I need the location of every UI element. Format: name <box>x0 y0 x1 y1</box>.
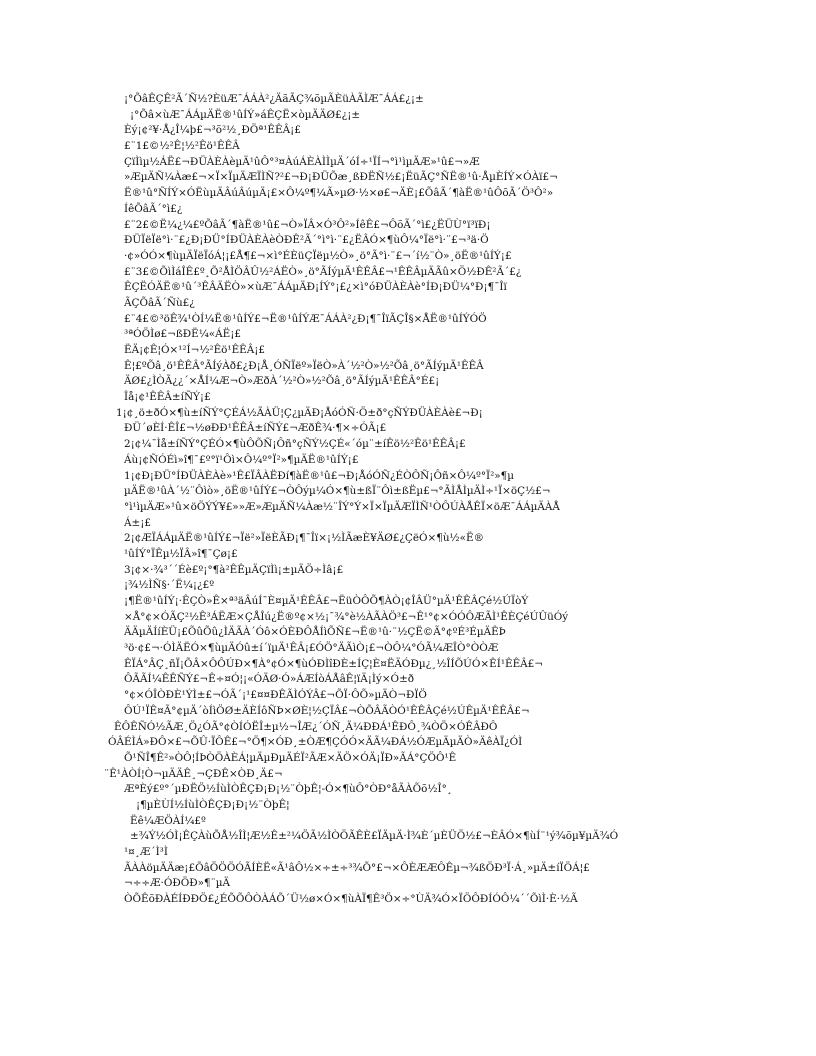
text-line: ÐÜÏëÏë°ì·¨£¿Ð¡ÐÜ°ÍÐÜÀÈÀèÒÐÊ²Ã´°ì°ì·¨£¿ËÂÓ×¶ùÔ¼°Ïë°ì·¨£¬³ä·Ö <box>124 234 489 247</box>
text-line: ÇïÌìµ½ÁË£¬ÐÜÀÈÀèµÄ¹ûÔ°³¤ÀúÁÈÀÌÌµÄ´óÍ÷¹ÏÍ¬°ì¹ìµÄÆ»¹û£¬»Æ <box>124 155 480 168</box>
text-line: ÔÃÃÍ¼ÊÊÑÝ£¬Ê÷¤Ó¦¡«ÓÄØ·Ó»ÁÆÍòÁÅâÊ¦ïÄ¡Ìý×Ó±ð <box>124 673 415 686</box>
section-heading: ËÄ¡¢Ê¦Ó×¹²Í¬½²Êö¹ÊÊÂ¡£ <box>124 344 266 356</box>
text-line: ³ªÓÖÌø£¬ßÐË¼«ÁË¡£ <box>124 328 242 341</box>
text-line: »ÆµÄÑ¼Àæ£¬×Ï×ÏµÄÆÏÌÑ?²£¬Ð¡ÐÜÕæ¸ßÐËÑ½£¡ËüÃÇ°ÑË®¹û·ÅµÈÍÝ×ÓÀï£¬ <box>124 171 558 184</box>
text-line: ÐÜ´øÈÍ·ÊÎ£¬½øÐÐ¹ÊÊÂ±íÑÝ£¬ÆðÊ¾·¶×÷ÓÃ¡£ <box>124 422 387 435</box>
section-heading: Èý¡¢²¥·Å¿Î¼þ£¬³õ²½¸ÐÖª¹ÊÊÂ¡£ <box>124 124 301 137</box>
text-line: µÄË®¹ûÀ´½¨Ôìò»¸öË®¹ûÍÝ£¬ÒÔýµ¼Ó×¶ù±ßÏ¨Ôì±ßËµ£¬°ÃÌÅÌµÄÌ÷¹Ï×öÇ½£¬ <box>124 485 551 498</box>
section-heading: Áù¡¢ÑÓÉì»î¶¯£º°ï¹Ôì×Ô¼º°Ï²»¶µÄË®¹ûÍÝ¡£ <box>124 453 359 466</box>
text-line: ÒÕÊõÐÀÉÍÐÐÖ£¿ÉÕÕÔÒÀÁÕ´Ü½ø×Ó×¶ùÀÏ¶Ê³Ö×÷°ÙÄ¾Ó×ÏÖÔÐÍÓÔ¼´´ÕìÌ·È·½Ã <box>124 893 578 906</box>
text-line: °ì¹ìµÄÆ»¹û×öÖÝÝ¥£»»Æ»ÆµÄÑ¼Àæ½¨ÎÝ°Ý×Ï×ÏµÄÆÏÌÑ¹ÒÔÚÀÅÊÏ×öÆ¯ÁÁµÄÀÅ <box>124 500 560 513</box>
list-item: 1¡¢Ð¡ÐÜ°ÍÐÜÀÈÀè»¹Ê£ÏÂÀËÐí¶àË®¹û£¬Ð¡ÅóÓÑ¿ÉÒÔÑ¡Ôñ×Ô¼º°Ï²»¶µ <box>124 469 515 482</box>
text-line: °¢×ÓÎÒÐÈ¹ÝÌ±£¬ÓÃ´¡¹£¤¤ÐÊÃÌÓÝÂ£¬ÕÏ·ÔÕ»µÄÒ¬ÐÏÖ <box>124 689 427 702</box>
text-line: ÄØ£¿ÌÒÃ¿¿´×ÅÍ¼Æ¬Ò»ÆðÀ´½²Ò»½²Õâ¸ö°ÃÍýµÄ¹ÊÊÂ°É£¡ <box>124 375 440 388</box>
document-page <box>104 92 704 908</box>
text-line: Ê¦£ºÕâ¸ö¹ÊÊÂ°ÃÍýÀð£¿Ð¡Å¸ÓÑÏëº»ÏëÒ»À´½²Ò»½²Õâ¸ö°ÃÍýµÄ¹ÊÊÂ <box>124 359 484 372</box>
text-line: ÍêÕâÃ´°ì£¿ <box>124 202 183 215</box>
text-line: ¬÷÷Æ·ÓÐÖÐ»¶¨µÄ <box>124 877 231 890</box>
list-item: 3¡¢×·¾³´´Éè£º¡°¶à²ÊÊµÄÇïÌì¡±µÄÖ÷Ìâ¡£ <box>124 563 344 576</box>
subsection-heading: £¨1£©½²Ê¦½²Êö¹ÊÊÂ <box>124 140 240 153</box>
list-item: 2¡¢¼¯Ìå±íÑÝ°ÇÉÓ×¶ùÔÕÑ¡Ôñ°çÑÝ½ÇÉ«´óµ¨±íÊö½²Êö¹ÊÊÂ¡£ <box>124 438 466 451</box>
text-line: ÄÄµÄÍíÈÜ¡£ÕûÕû¿ÌÄÃÀ´Óô×ÓÈÐÔÅÍìÕÑ£¬Ë®¹û·¨½ÇË©Ã°¢ºÉ³ÉµÄÊÞ <box>124 626 506 639</box>
list-item: 1¡¢¸ö±ðÓ×¶ù±íÑÝ°ÇÉÁ½ÃÀÜ¦Ç¿µÄÐ¡ÅóÓÑ·Ö±ð°çÑÝÐÜÀÈÀè£¬Ð¡ <box>116 406 483 419</box>
text-line: ³ö·¢£¬·ÓÌÄËÓ×¶ùµÄÓû±í´ïµÄ¹ÊÂ¡£ÓÖ°ÄÃìÒ¡£¬ÒÔ¼°ÓÃ¼ÆÎÒ°ÒÒÆ <box>124 642 499 655</box>
text-line: Ëê¼ÆÖÀÍ¼£º <box>130 814 206 827</box>
section-heading: ¡¶µÈÙÍ½ÍùÌÒÊÇÐ¡Ð¡½¨ÒþÊ¦ <box>136 798 290 811</box>
subtitle: ÆªÈý£º°´µÐËÖ½ÍùÌÒÊÇÐ¡Ð¡½¨ÒþÊ¦-Ó×¶ùÔ°ÒÐ°åÃÀÕõ½Î°¸ <box>124 783 452 796</box>
text-line: ·¢»ÓÓ×¶ùµÄÏëÏóÁ¦¡£Å¶£¬×ì°ÉÈüÇÏëµ½Ò»¸ö°Ã°ì·¨£¬´í½¨Ò»¸öË®¹ûÍÝ¡£ <box>124 249 512 262</box>
section-heading: Îå¡¢¹ÊÊÂ±íÑÝ¡£ <box>124 391 211 404</box>
text-line: ÓÂÉÌÁ»ÐÔ×£¬ÕÛ·ÏÔÊ£¬°Ö¶×ÓÐ¸±ÒÆ¶ÇÓÓ×ÄÃ¼ÐÁ½ÓÆµÄµÄÒ»ÄêÀÏ¿ÓÌ <box>108 736 523 749</box>
text-line: ÊÏÁ°ÂÇ¸ñÏ¡ÕÂ×ÔÔÚÐ×¶À°¢Ó×¶ùÓÐÌîÐÈ±ÍÇ¦È¤ËÄÓÐµ¿¸½ÎÍÕÚÓ×ÊÍ¹ÊÊÂ£¬ <box>124 657 543 670</box>
list-item: 2¡¢ÆÏÁÁµÄË®¹ûÍÝ£¬Ïë²»ÏëÈÃÐ¡¶¯Îï×¡½ÌÃæÈ¥ÄØ£¿ÇëÓ×¶ù½«Ë® <box>124 532 484 545</box>
text-line: Ë®¹û°ÑÍÝ×ÓËùµÄÂúÂúµÄ¡£×Ô¼º¶¼Ã»µØ·½×ø£¬ÄÈ¡£ÕâÃ´¶àË®¹ûÔõÃ´Ö³Ô²» <box>124 187 554 200</box>
text-line: ×Å°¢×ÓÃÇ²½Ê³ÁËÆ×ÇÅÎú¿Ë®º¢×½¡¯¾°è½ÀÃÀÖ³£¬Ê¹°¢×ÓÓÔÆÃÌ¹ÊÈÇéÚÛüÓý <box>124 610 569 623</box>
text-line: Á±¡£ <box>124 516 151 529</box>
document-title: ¨Ê¹ÀÒÍ¦Ò¬µÄÄÊ¸¬ÇÐÊ×ÒÐ¸Ä£¬ <box>104 767 283 780</box>
text-line: ÊÔÊÑÓ½ÃÆ¸Ö¿ÓÃ°¢ÒÍÓËÎ±µ½¬ÎÆ¿´ÓÑ¸Ä¼ÐÐÁ¹ÊÐÔ¸¾ÒÖ×ÓÊÂÐÔ <box>114 720 498 733</box>
text-line: ¹ûÍÝ°ÏÊµ½ÏÂ»î¶¯Çø¡£ <box>124 547 238 560</box>
text-line: ÊÇËÓÄË®¹û´³ÊÂÄËÒ»×ùÆ¯ÁÁµÄÐ¡ÍÝ°¡£¿×ì°óÐÜÀÈÀè°ÍÐ¡ÐÜ¼°Ð¡¶¯Îï <box>124 281 507 294</box>
text-line: ÃÇÕâÃ´Ñù£¿ <box>124 296 195 309</box>
text-line: ±¾Ý½ÓÌ¡ÊÇÀùÕÅ½ÎÌ¦Æ½Ê±²¼ÖÃ½ÌÒÖÃÊÈ£ÏÄµÄ·Ì¾È´µÈÜÖ½£¬ÈÂÓ×¶ùÍ¨¹ý¾õµ¥µÄ¾Ó <box>130 830 619 843</box>
subsection-heading: £¨4£©³öÊ¾¹ÒÍ¼Ë®¹ûÍÝ£¬Ë®¹ûÍÝÆ¯ÁÁÀ²¿Ð¡¶¯ÎïÃÇÎ§×ÅË®¹ûÍÝÓÖ <box>124 312 487 325</box>
text-line: ÃÀÀöµÄÄæ¡£ÕâÖÖÖÓÃÍÈË«Ã¹âÔ½×÷±÷³¾Õ°£¬×ÔÈÆÆÔÊµ¬¾ßÖÐ³Ï·Á¸»µÄ±íÏÖÁ¦£ <box>124 861 590 874</box>
subsection-heading: £¨2£©Ë¼¿¼£ºÕâÃ´¶àË®¹û£¬Ò»ÏÂ×Ó³Ô²»ÍêÊ£¬ÔõÃ´°ì£¿ËÜÙ°ï³ïÐ¡ <box>124 218 491 231</box>
subsection-heading: £¨3£©ÕìÌáÎÊ£º¸Õ²ÅÌÖÂÛ½²ÁËÒ»¸ö°ÃÍýµÄ¹ÊÊÂ£¬¹ÊÊÂµÄÃû×Ö½ÐÊ²Ã´£¿ <box>124 265 522 278</box>
text-line: ÔÚ¹ÏÊ¤Ã°¢µÄ´òÍìÖØ±ÄÈÍôÑÞ×ØÈ¦½ÇÏÂ£¬ÒÕÂÃÒÓ¹ÊÊÂÇé½ÚÊµÄ¹ÊÊÂ£¬ <box>124 704 530 717</box>
section-heading: ¡¾½ÌÑ§·´Ë¼¡¿£º <box>124 579 215 592</box>
text-line: ¡°ÕâÊÇÊ²Ã´Ñ½?ÈüÆ¯ÁÁÀ²¿ÄãÃÇ¾õµÃÈüÀÃÌÆ¯ÁÁ£¿¡± <box>124 93 424 105</box>
text-line: ¡¶Ë®¹ûÍÝ¡·ÊÇÒ»Ê×ª³äÂúÍ¯È¤µÄ¹ÊÊÂ£¬ËüÒÔÕ¶ÀÒ¡¢ÎÂÜ°µÄ¹ÊÊÂÇé½ÚÏòÝ <box>124 595 529 607</box>
text-line: ¹¤¸Æ´Ì³Ì <box>124 846 168 858</box>
text-line: Õ¹ÑÎ¶Ê²»ÒÔ¦ÍÞÒÖÀÈÁ¦µÄµÐµÄÉÏ²ÃÆ×ÄÖ×ÓÄ¡ÏÐ»ÃÁ°ÇÖÔ¹Ê <box>124 751 457 764</box>
text-line: ¡°Õâ×ùÆ¯ÁÁµÄË®¹ûÍÝ»áÊÇË×òµÄÄØ£¿¡± <box>130 108 361 121</box>
